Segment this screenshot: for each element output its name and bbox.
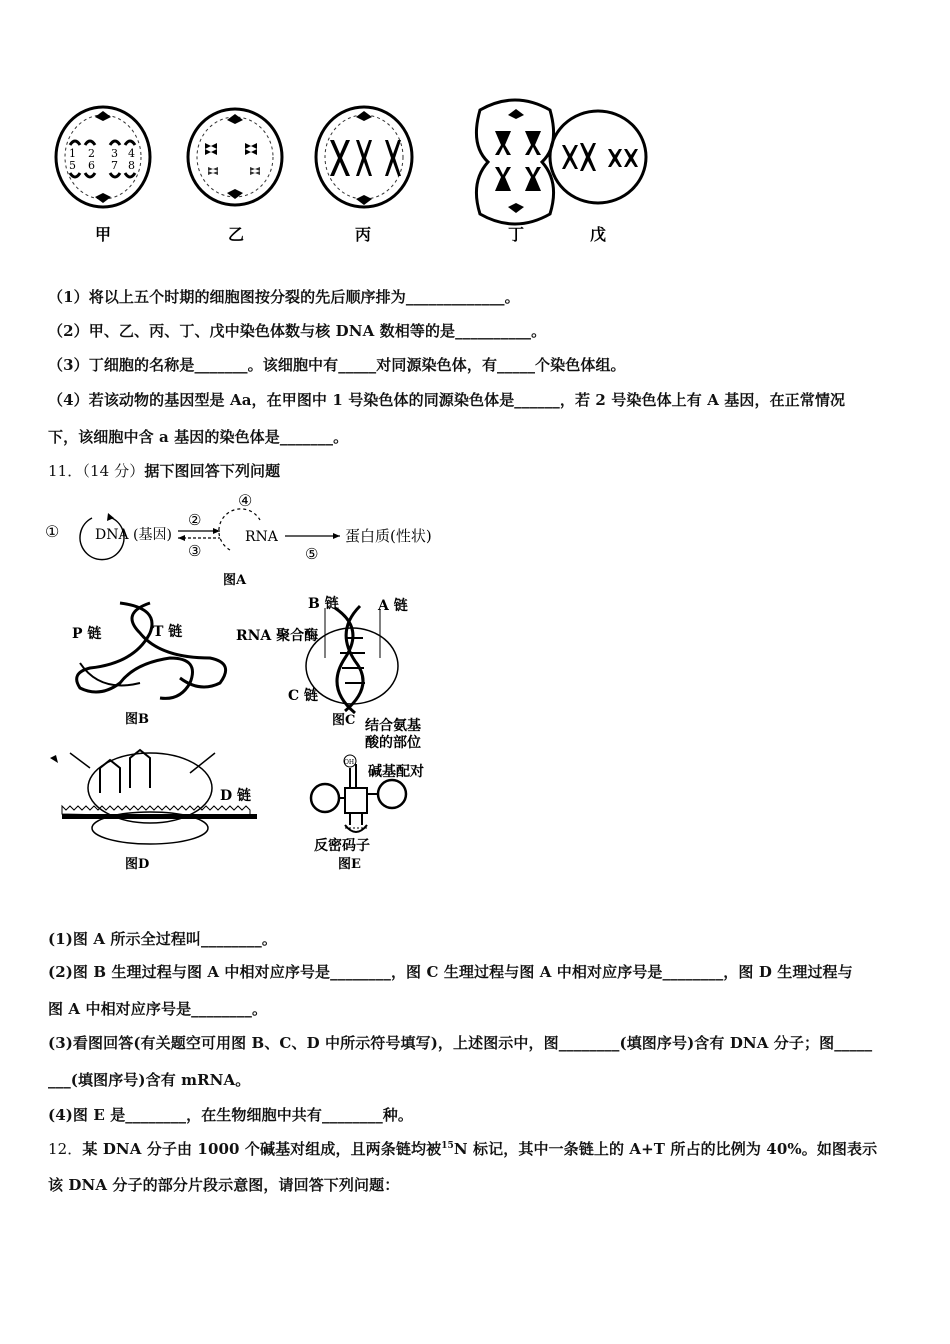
fig-a-circle-2: ② bbox=[188, 511, 202, 529]
cell-label-wu: 戊 bbox=[590, 225, 607, 244]
fig-a-rna-label: RNA bbox=[245, 529, 278, 545]
jia-number-6: 6 bbox=[88, 159, 95, 172]
fig-e-binding-site-1: 结合氨基 bbox=[365, 718, 421, 734]
q12-text-a: 某 DNA 分子由 1000 个碱基对组成，且两条链均被 bbox=[82, 1140, 442, 1158]
fig-e-base-pairing: 碱基配对 bbox=[368, 764, 424, 780]
fig-b-caption: 图B bbox=[125, 712, 149, 727]
fig-b-t-chain: T 链 bbox=[153, 624, 183, 640]
fig-a-circle-1: ① bbox=[45, 522, 60, 541]
q11-line-2: (2)图 B 生理过程与图 A 中相对应序号是________，图 C 生理过程与图 A 中相对应序号是________，图 D 生理过程与 bbox=[48, 963, 853, 981]
q11-line-3: 图 A 中相对应序号是________。 bbox=[48, 1000, 268, 1018]
fig-a-circle-4: ④ bbox=[238, 491, 253, 510]
cell-ding bbox=[476, 100, 553, 244]
fig-c-rna-polymerase: RNA 聚合酶 bbox=[236, 628, 319, 644]
cell-yi bbox=[188, 109, 282, 244]
fig-a-circle-5: ⑤ bbox=[305, 545, 319, 563]
jia-number-8: 8 bbox=[128, 159, 135, 172]
cell-jia bbox=[56, 107, 150, 244]
cell-label-jia: 甲 bbox=[95, 225, 112, 244]
jia-number-3: 3 bbox=[111, 147, 118, 160]
cell-wu bbox=[550, 111, 646, 244]
q11-title: 据下图回答下列问题 bbox=[144, 462, 281, 480]
q12-line-1 bbox=[48, 1138, 877, 1159]
fig-d-d-chain: D 链 bbox=[220, 788, 252, 804]
fig-b-p-chain: P 链 bbox=[72, 626, 102, 642]
cell-division-figure bbox=[40, 95, 680, 255]
fig-e-oh: OH bbox=[344, 759, 355, 766]
jia-number-2: 2 bbox=[88, 147, 95, 160]
figure-a bbox=[45, 491, 432, 588]
gene-expression-figures bbox=[40, 488, 460, 880]
q11-line-5: ___(填图序号)含有 mRNA。 bbox=[48, 1071, 251, 1089]
q10-line-3: （3）丁细胞的名称是_______。该细胞中有_____对同源染色体，有_____个染色体组。 bbox=[48, 356, 626, 374]
q10-line-4: （4）若该动物的基因型是 Aa，在甲图中 1 号染色体的同源染色体是______，若 2 号染色体上有 A 基因，在正常情况 bbox=[48, 391, 846, 409]
jia-number-7: 7 bbox=[111, 159, 118, 172]
figure-d bbox=[50, 750, 257, 872]
fig-a-dna-label: DNA (基因) bbox=[95, 527, 172, 543]
q10-line-2: （2）甲、乙、丙、丁、戊中染色体数与核 DNA 数相等的是__________。 bbox=[48, 322, 547, 340]
fig-d-caption: 图D bbox=[125, 857, 150, 872]
fig-e-binding-site-2: 酸的部位 bbox=[365, 735, 421, 751]
fig-c-b-chain: B 链 bbox=[308, 596, 339, 612]
fig-a-circle-3: ③ bbox=[188, 542, 202, 560]
cell-label-bing: 丙 bbox=[355, 225, 372, 244]
jia-number-4: 4 bbox=[128, 147, 135, 160]
q12-line-2: 该 DNA 分子的部分片段示意图，请回答下列问题： bbox=[48, 1176, 400, 1194]
figure-c bbox=[236, 595, 408, 728]
figure-b bbox=[72, 603, 226, 727]
q12-text-b: N 标记，其中一条链上的 A+T 所占的比例为 40%。如图表示 bbox=[453, 1140, 878, 1158]
figure-e bbox=[311, 717, 424, 872]
fig-a-protein-label: 蛋白质(性状) bbox=[345, 527, 432, 545]
q11-number: 11． bbox=[48, 462, 83, 480]
fig-e-anticodon: 反密码子 bbox=[314, 838, 370, 854]
q10-line-1: （1）将以上五个时期的细胞图按分裂的先后顺序排为_____________。 bbox=[48, 288, 520, 306]
fig-c-a-chain: A 链 bbox=[378, 598, 408, 614]
jia-number-1: 1 bbox=[69, 147, 76, 160]
q11-line-4: (3)看图回答(有关题空可用图 B、C、D 中所示符号填写)，上述图示中，图________(填图序号)含有 DNA 分子；图_____ bbox=[48, 1034, 873, 1052]
cell-label-ding: 丁 bbox=[508, 225, 525, 244]
q11-line-6: (4)图 E 是________，在生物细胞中共有________种。 bbox=[48, 1106, 414, 1124]
cell-bing bbox=[316, 107, 412, 244]
fig-e-caption: 图E bbox=[338, 857, 361, 872]
q11-score: （14 分） bbox=[82, 462, 145, 480]
fig-c-caption: 图C bbox=[332, 713, 356, 728]
fig-c-c-chain: C 链 bbox=[288, 688, 319, 704]
q12-superscript: 15 bbox=[441, 1141, 454, 1151]
jia-number-5: 5 bbox=[69, 159, 76, 172]
fig-a-caption: 图A bbox=[223, 573, 247, 588]
q11-line-1: (1)图 A 所示全过程叫________。 bbox=[48, 930, 277, 948]
q11-heading bbox=[48, 460, 280, 481]
q12-number: 12． bbox=[48, 1140, 83, 1158]
cell-label-yi: 乙 bbox=[228, 225, 245, 244]
q10-line-5: 下，该细胞中含 a 基因的染色体是_______。 bbox=[48, 428, 349, 446]
